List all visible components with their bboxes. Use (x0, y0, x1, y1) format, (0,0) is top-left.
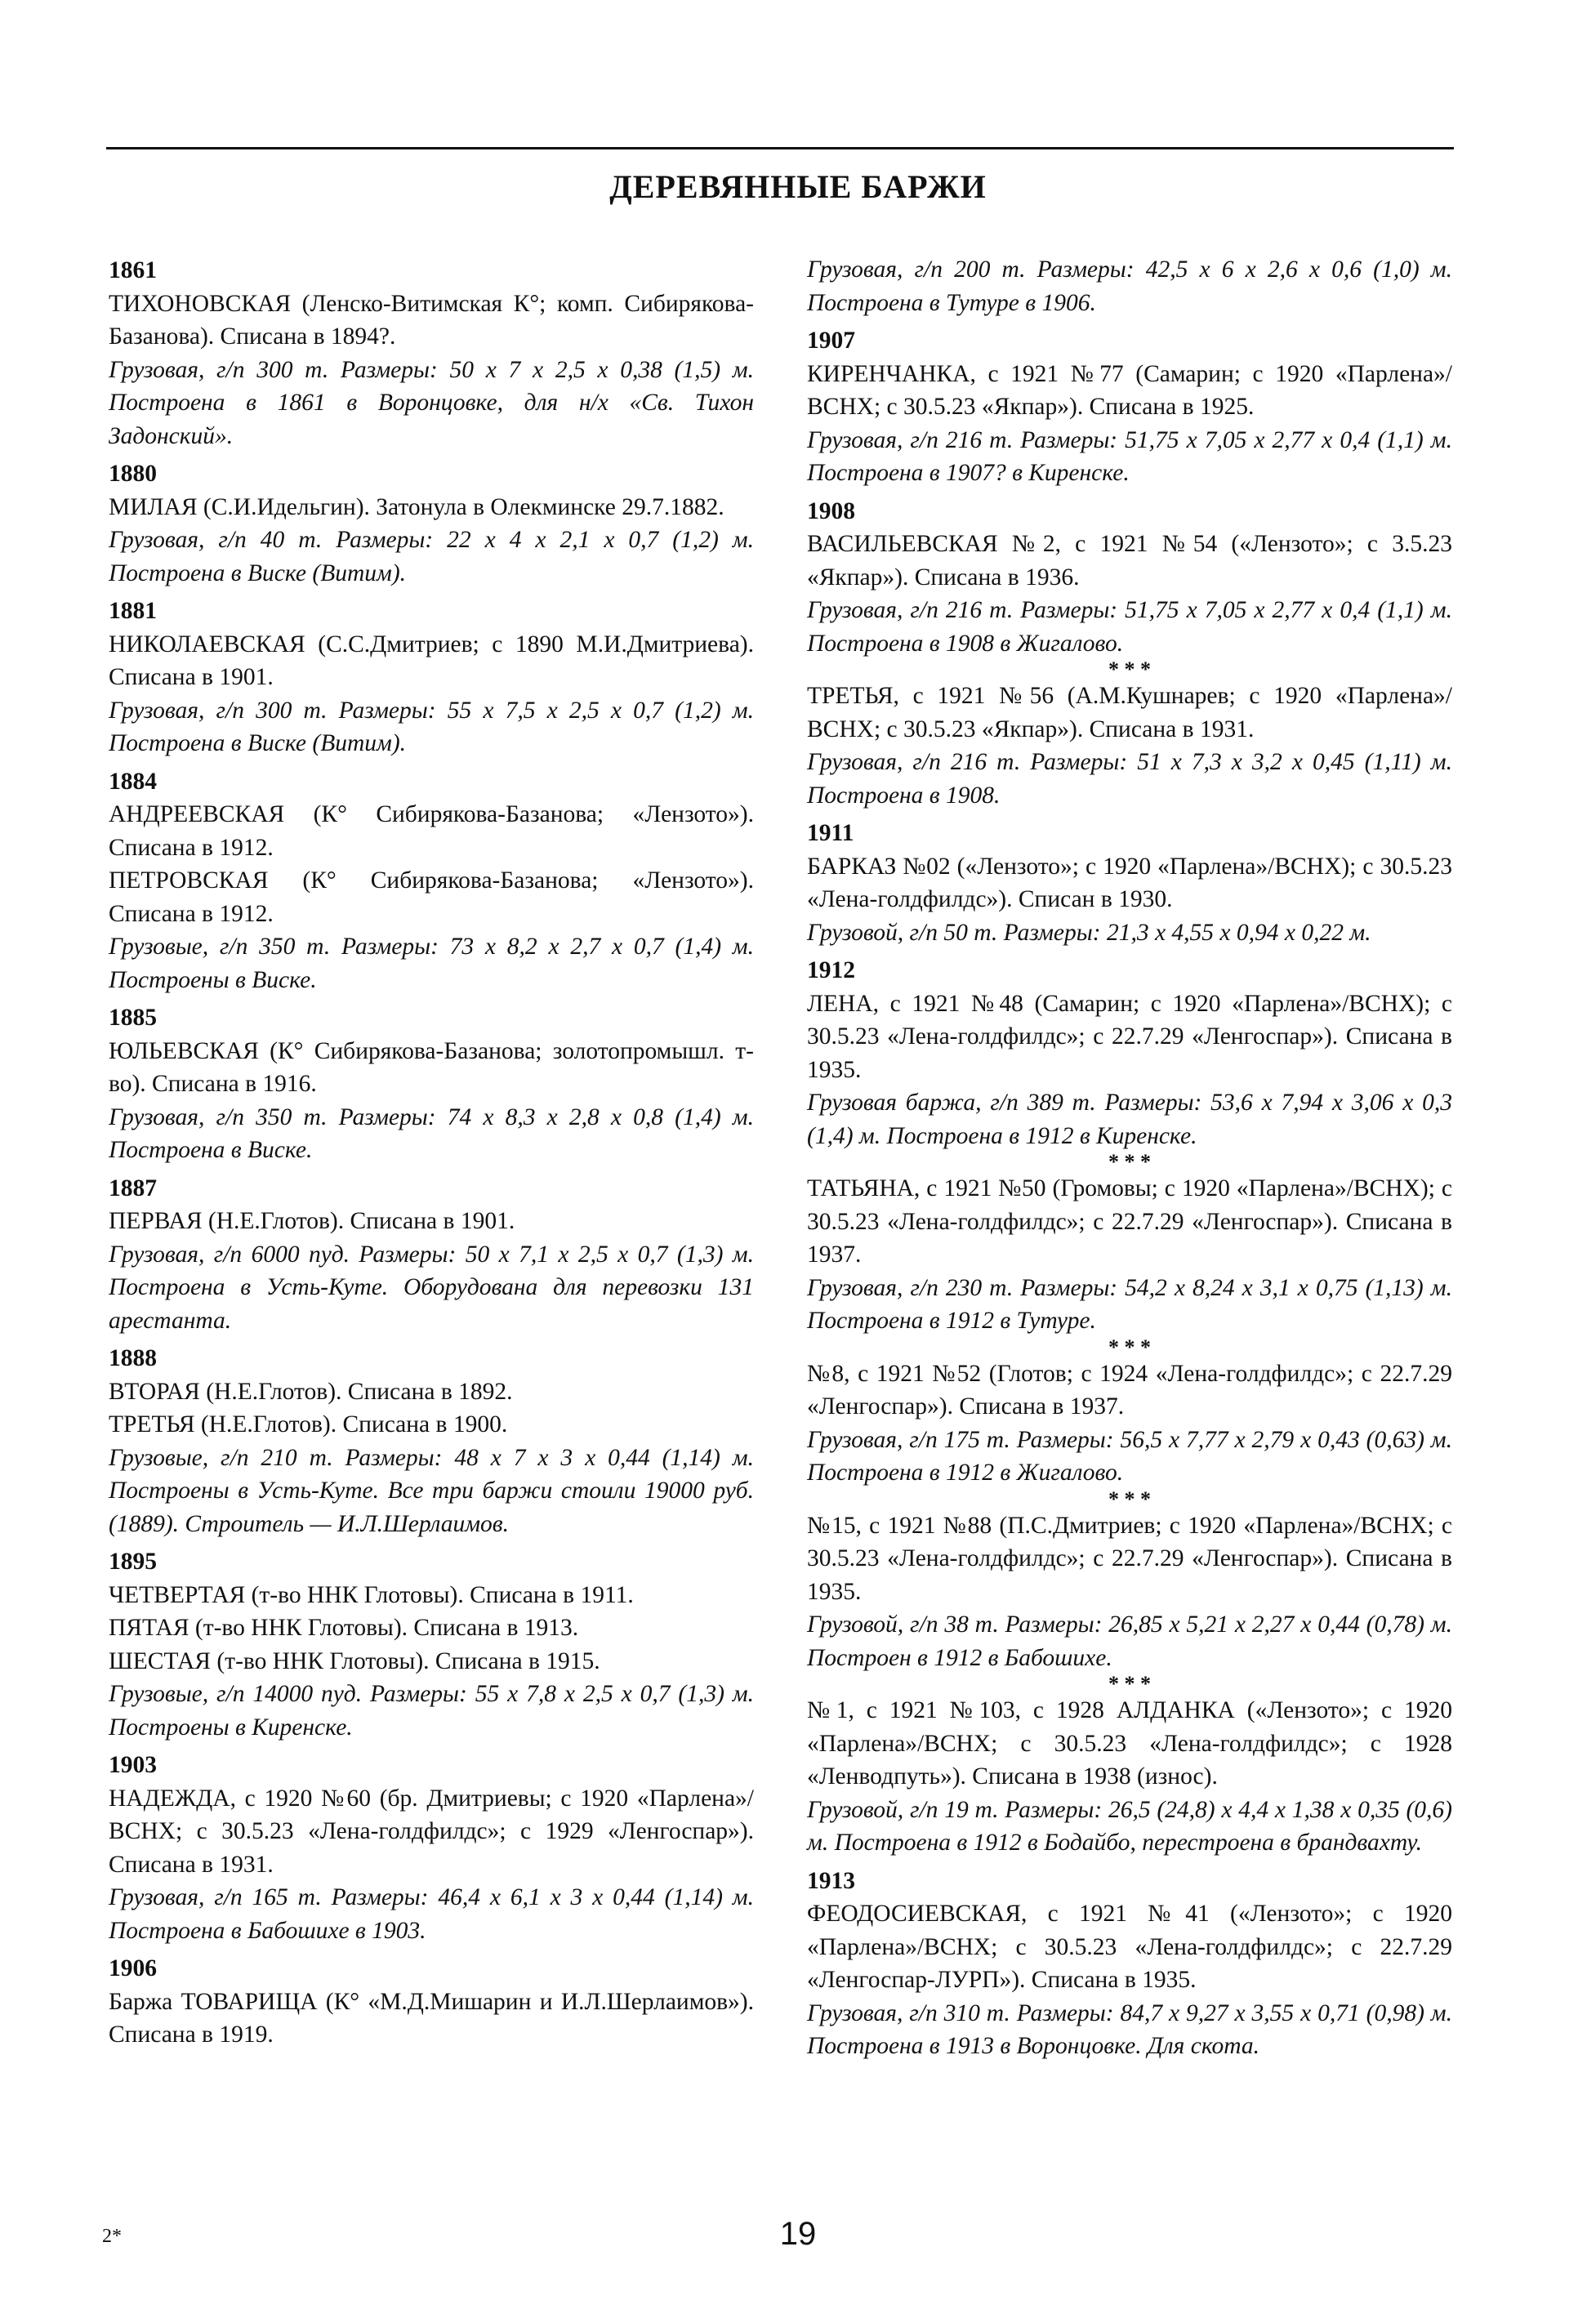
year-heading: 1861 (109, 257, 157, 283)
barge-entry: ЮЛЬЕВСКАЯ (К° Сибирякова-Базанова; золотопромышл. т-во). Списана в 1916. (109, 1037, 754, 1097)
barge-entry: ВАСИЛЬЕВСКАЯ №2, с 1921 №54 («Лензото»; с 3.5.23 «Якпар»). Списана в 1936. (807, 531, 1452, 591)
barge-description: Грузовая, г/п 216 т. Размеры: 51 х 7,3 х 3,2 х 0,45 (1,11) м. Построена в 1908. (807, 749, 1452, 809)
year-heading: 1880 (109, 461, 157, 487)
barge-entry: ТАТЬЯНА, с 1921 №50 (Громовы; с 1920 «Парлена»/ВСНХ); с 30.5.23 «Лена-голдфилдс»; с 22.7.29 «Ленгоспар»). Списана в 1937. (807, 1175, 1452, 1268)
signature-mark: 2* (102, 2226, 122, 2247)
separator-stars: * * * (1108, 1150, 1151, 1174)
barge-entry: ЧЕТВЕРТАЯ (т-во ННК Глотовы). Списана в 1911. (109, 1581, 634, 1608)
entry-block (109, 1749, 754, 1947)
barge-entry: ПЕТРОВСКАЯ (К° Сибирякова-Базанова; «Лензото»). Списана в 1912. (109, 867, 754, 927)
entry-block (807, 1152, 1452, 1338)
entry-block (109, 1172, 754, 1338)
barge-entry: НИКОЛАЕВСКАЯ (С.С.Дмитриев; с 1890 М.И.Дмитриева). Списана в 1901. (109, 631, 754, 690)
year-heading: 1887 (109, 1175, 157, 1201)
barge-description: Грузовая, г/п 230 т. Размеры: 54,2 х 8,24 х 3,1 х 0,75 (1,13) м. Построена в 1912 в Тутуре. (807, 1274, 1452, 1334)
barge-entry: ВТОРАЯ (Н.Е.Глотов). Списана в 1892. (109, 1378, 513, 1405)
year-heading: 1888 (109, 1345, 157, 1371)
entry-block (807, 657, 1452, 812)
separator-stars: * * * (1108, 1672, 1151, 1696)
barge-entry: ТРЕТЬЯ (Н.Е.Глотов). Списана в 1900. (109, 1411, 508, 1438)
entry-block (807, 954, 1452, 1152)
barge-description: Грузовая, г/п 40 т. Размеры: 22 х 4 х 2,1 х 0,7 (1,2) м. Построена в Виске (Витим). (109, 527, 754, 586)
year-heading: 1908 (807, 497, 855, 524)
barge-entry: МИЛАЯ (С.И.Идельгин). Затонула в Олекминске 29.7.1882. (109, 493, 724, 520)
barge-description: Грузовая баржа, г/п 389 т. Размеры: 53,6 х 7,94 х 3,06 х 0,3 (1,4) м. Построена в 1912 в Киренске. (807, 1090, 1452, 1149)
barge-entry: ПЯТАЯ (т-во ННК Глотовы). Списана в 1913. (109, 1615, 579, 1641)
barge-entry: ФЕОДОСИЕВСКАЯ, с 1921 №41 («Лензото»; с 1920 «Парлена»/ВСНХ; с 30.5.23 «Лена-голдфилдс»; с 22.7.29 «Ленгоспар-ЛУРП»). Списана в 1935. (807, 1901, 1452, 1993)
year-heading: 1912 (807, 957, 855, 983)
barge-entry: ПЕРВАЯ (Н.Е.Глотов). Списана в 1901. (109, 1208, 515, 1234)
barge-entry: АНДРЕЕВСКАЯ (К° Сибирякова-Базанова; «Лензото»). Списана в 1912. (109, 801, 754, 861)
barge-entry: ТИХОНОВСКАЯ (Ленско-Витимская К°; комп. Сибирякова-Базанова). Списана в 1894?. (109, 290, 754, 350)
entry-block (807, 324, 1452, 490)
right-column (807, 253, 1452, 2063)
barge-description: Грузовая, г/п 300 т. Размеры: 55 х 7,5 х 2,5 х 0,7 (1,2) м. Построена в Виске (Витим). (109, 697, 754, 756)
barge-description: Грузовая, г/п 216 т. Размеры: 51,75 х 7,05 х 2,77 х 0,4 (1,1) м. Построена в 1908 в Жигалово. (807, 597, 1452, 657)
barge-entry: Баржа ТОВАРИЩА (К° «М.Д.Мишарин и И.Л.Шерлаимов»). Списана в 1919. (109, 1988, 754, 2048)
year-heading: 1911 (807, 820, 854, 846)
entry-block (109, 765, 754, 997)
year-heading: 1885 (109, 1005, 157, 1031)
entry-block (109, 595, 754, 760)
separator-stars: * * * (1108, 657, 1151, 681)
entry-block (109, 1001, 754, 1167)
entry-block (807, 817, 1452, 949)
entry-block (807, 495, 1452, 661)
year-heading: 1895 (109, 1549, 157, 1575)
entry-block (109, 1545, 754, 1744)
barge-entry: №15, с 1921 №88 (П.С.Дмитриев; с 1920 «Парлена»/ВСНХ; с 30.5.23 «Лена-голдфилдс»; с 22.7.29 «Ленгоспар»). Списана в 1935. (807, 1512, 1452, 1605)
barge-description: Грузовой, г/п 50 т. Размеры: 21,3 х 4,55 х 0,94 х 0,22 м. (807, 919, 1371, 946)
barge-entry: БАРКАЗ №02 («Лензото»; с 1920 «Парлена»/ВСНХ); с 30.5.23 «Лена-голдфилдс»). Списан в 1930. (807, 853, 1452, 912)
header-rule (106, 147, 1454, 149)
page-number: 19 (779, 2216, 817, 2252)
barge-description: Грузовая, г/п 300 т. Размеры: 50 х 7 х 2,5 х 0,38 (1,5) м. Построена в 1861 в Воронцовке, для н/х «Св. Тихон Задонский». (109, 356, 754, 449)
year-heading: 1907 (807, 328, 855, 354)
barge-entry: №8, с 1921 №52 (Глотов; с 1924 «Лена-голдфилдс»; с 22.7.29 «Ленгоспар»). Списана в 1937. (807, 1360, 1452, 1420)
left-column (109, 249, 754, 2052)
entry-block (807, 1674, 1452, 1860)
barge-entry: НАДЕЖДА, с 1920 №60 (бр. Дмитриевы; с 1920 «Парлена»/ВСНХ; с 30.5.23 «Лена-голдфилдс»; с 1929 «Ленгоспар»). Списана в 1931. (109, 1785, 754, 1878)
entry-block (109, 457, 754, 590)
separator-stars: * * * (1108, 1335, 1151, 1359)
barge-entry: ТРЕТЬЯ, с 1921 №56 (А.М.Кушнарев; с 1920 «Парлена»/ВСНХ; с 30.5.23 «Якпар»). Списана в 1931. (807, 683, 1452, 742)
barge-entry: КИРЕНЧАНКА, с 1921 №77 (Самарин; с 1920 «Парлена»/ВСНХ; с 30.5.23 «Якпар»). Списана в 1925. (807, 360, 1452, 420)
barge-description: Грузовая, г/п 310 т. Размеры: 84,7 х 9,27 х 3,55 х 0,71 (0,98) м. Построена в 1913 в Воронцовке. Для скота. (807, 1999, 1452, 2059)
barge-description: Грузовые, г/п 210 т. Размеры: 48 х 7 х 3 х 0,44 (1,14) м. Построены в Усть-Куте. Все три баржи стоили 19000 руб. (1889). Строитель — И.Л.Шерлаимов. (109, 1444, 754, 1537)
year-heading: 1906 (109, 1955, 157, 1981)
year-heading: 1913 (807, 1867, 855, 1894)
page-title: ДЕРЕВЯННЫЕ БАРЖИ (609, 168, 987, 205)
entry-block (109, 1342, 754, 1540)
year-heading: 1884 (109, 768, 157, 795)
entry-block (807, 1335, 1452, 1490)
barge-description: Грузовая, г/п 6000 пуд. Размеры: 50 х 7,1 х 2,5 х 0,7 (1,3) м. Построена в Усть-Куте. Оборудована для перевозки 131 арестанта. (109, 1241, 754, 1334)
entry-block (807, 1487, 1452, 1675)
barge-entry: ЛЕНА, с 1921 №48 (Самарин; с 1920 «Парлена»/ВСНХ); с 30.5.23 «Лена-голдфилдс»; с 22.7.29 «Ленгоспар»). Списана в 1935. (807, 990, 1452, 1083)
barge-description: Грузовая, г/п 350 т. Размеры: 74 х 8,3 х 2,8 х 0,8 (1,4) м. Построена в Виске. (109, 1103, 754, 1163)
barge-entry: №1, с 1921 №103, с 1928 АЛДАНКА («Лензото»; с 1920 «Парлена»/ВСНХ; с 30.5.23 «Лена-голдфилдс»; с 1928 «Ленводпуть»). Списана в 1938 (износ). (807, 1697, 1452, 1790)
barge-description: Грузовой, г/п 38 т. Размеры: 26,85 х 5,21 х 2,27 х 0,44 (0,78) м. Построен в 1912 в Бабошихе. (807, 1611, 1452, 1671)
barge-description: Грузовой, г/п 19 т. Размеры: 26,5 (24,8) х 4,4 х 1,38 х 0,35 (0,6) м. Построена в 1912 в Бодайбо, перестроена в брандвахту. (807, 1796, 1452, 1856)
barge-description: Грузовые, г/п 350 т. Размеры: 73 х 8,2 х 2,7 х 0,7 (1,4) м. Построены в Виске. (109, 934, 754, 993)
entry-block (807, 253, 1452, 319)
year-heading: 1903 (109, 1752, 157, 1778)
entry-block (109, 254, 754, 452)
barge-description: Грузовая, г/п 216 т. Размеры: 51,75 х 7,05 х 2,77 х 0,4 (1,1) м. Построена в 1907? в Киренске. (807, 426, 1452, 486)
separator-stars: * * * (1108, 1487, 1151, 1511)
barge-entry: ШЕСТАЯ (т-во ННК Глотовы). Списана в 1915. (109, 1647, 600, 1674)
barge-description: Грузовая, г/п 165 т. Размеры: 46,4 х 6,1 х 3 х 0,44 (1,14) м. Построена в Бабошихе в 1903. (109, 1884, 754, 1944)
entry-block (109, 1952, 754, 2052)
entry-block (807, 1865, 1452, 2063)
barge-description: Грузовая, г/п 200 т. Размеры: 42,5 х 6 х 2,6 х 0,6 (1,0) м. Построена в Тутуре в 1906. (807, 256, 1452, 316)
barge-description: Грузовая, г/п 175 т. Размеры: 56,5 х 7,77 х 2,79 х 0,43 (0,63) м. Построена в 1912 в Жигалово. (807, 1426, 1452, 1486)
year-heading: 1881 (109, 598, 157, 624)
barge-description: Грузовые, г/п 14000 пуд. Размеры: 55 х 7,8 х 2,5 х 0,7 (1,3) м. Построены в Киренске. (109, 1681, 754, 1741)
